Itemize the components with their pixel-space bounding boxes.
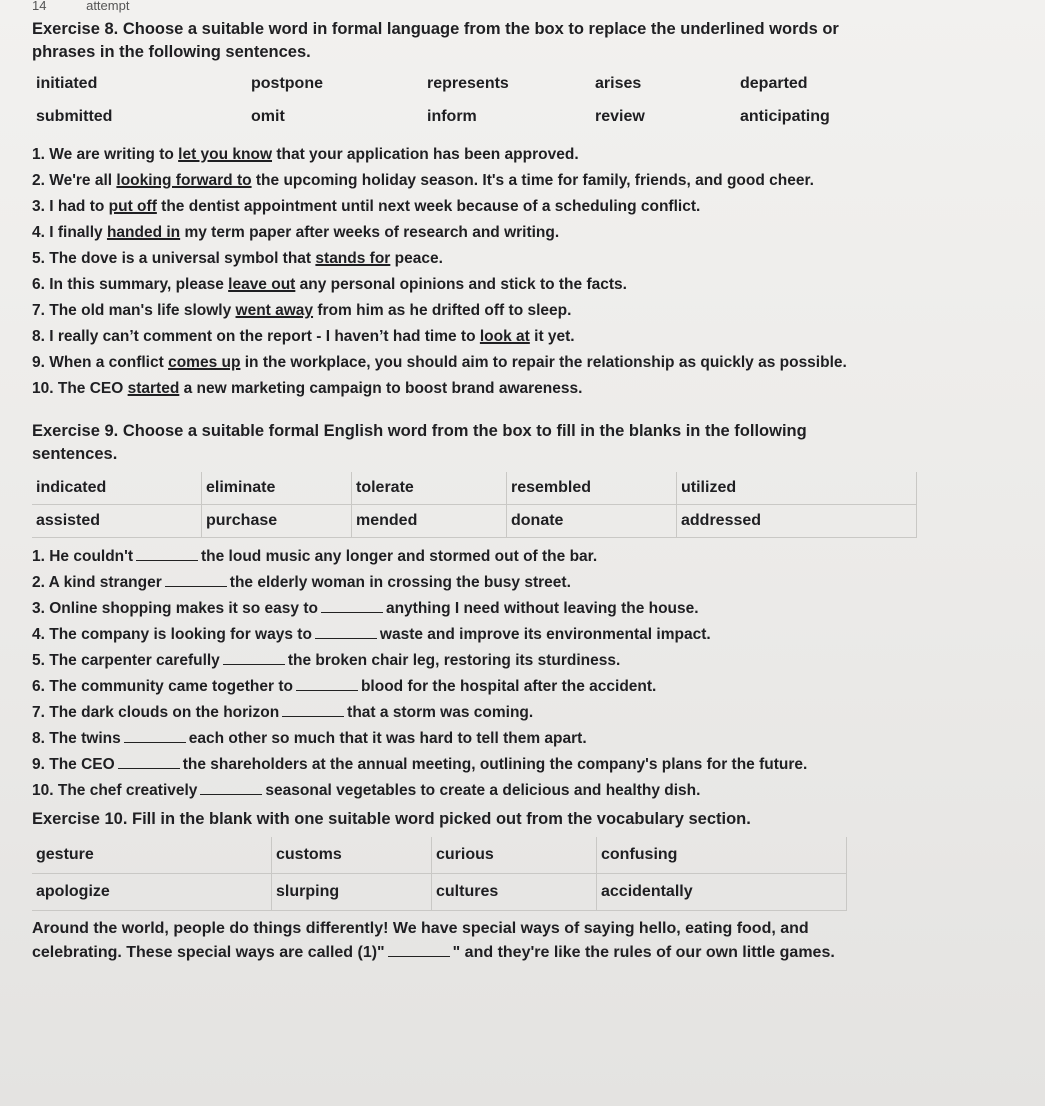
word-box-item: postpone [251,75,323,92]
word-box-item: utilized [677,472,917,505]
sentence: 9. When a conflict comes up in the workplace, you should aim to repair the relationship as quickly as possible. [32,354,847,371]
exercise-10-word-box [32,837,852,911]
exercise-8-sentences [32,142,1025,402]
answer-blank[interactable] [200,780,262,795]
underlined-phrase: handed in [106,224,181,241]
answer-blank[interactable] [388,942,450,957]
exercise-9-title-line1: Exercise 9. Choose a suitable formal English word from the box to fill in the blanks in the following [32,422,807,440]
sentence: 4. I finally handed in my term paper after weeks of research and writing. [32,224,560,241]
word-box-item: anticipating [740,108,830,125]
word-box-item: apologize [32,874,272,911]
sentence: 5. The dove is a universal symbol that stands for peace. [32,250,443,267]
answer-blank[interactable] [315,624,377,639]
word-box-item: accidentally [597,874,847,911]
underlined-phrase: look at [479,328,530,345]
word-box-item: donate [507,505,677,538]
underlined-phrase: put off [108,198,157,215]
word-box-item: inform [427,108,477,125]
paragraph-line: Around the world, people do things differently! We have special ways of saying hello, eating food, and [32,920,809,937]
word-box-item: assisted [32,505,202,538]
sentence: 5. The carpenter carefully the broken chair leg, restoring its sturdiness. [32,652,621,669]
sentence: 10. The CEO started a new marketing campaign to boost brand awareness. [32,380,583,397]
sentence: 7. The dark clouds on the horizon that a storm was coming. [32,704,534,721]
word-box-item: omit [251,108,285,125]
exercise-10-paragraph [32,917,932,965]
sentence: 9. The CEO the shareholders at the annual meeting, outlining the company's plans for the future. [32,756,808,773]
exercise-9-title [32,420,1025,466]
word-box-item: submitted [36,108,113,125]
word-box-item: resembled [507,472,677,505]
paragraph-line: celebrating. These special ways are called (1)" " and they're like the rules of our own little games. [32,944,835,961]
word-box-item: gesture [32,837,272,874]
sentence: 8. The twins each other so much that it was hard to tell them apart. [32,730,587,747]
answer-blank[interactable] [296,676,358,691]
exercise-10-title: Exercise 10. Fill in the blank with one suitable word picked out from the vocabulary section. [32,810,751,828]
word-box-item: initiated [36,75,98,92]
sentence: 2. We're all looking forward to the upcoming holiday season. It's a time for family, friends, and good cheer. [32,172,814,189]
exercise-9-word-box [32,472,932,538]
word-box-item: purchase [202,505,352,538]
answer-blank[interactable] [136,546,198,561]
sentence: 2. A kind stranger the elderly woman in crossing the busy street. [32,574,571,591]
exercise-8 [32,18,1025,402]
exercise-8-title-line1: Exercise 8. Choose a suitable word in formal language from the box to replace the underlined words or [32,20,839,38]
word-box-item: cultures [432,874,597,911]
exercise-9-sentences [32,544,1025,804]
answer-blank[interactable] [223,650,285,665]
sentence: 8. I really can’t comment on the report - I haven’t had time to look at it yet. [32,328,575,345]
sentence: 6. In this summary, please leave out any personal opinions and stick to the facts. [32,276,627,293]
word-box-item: review [595,108,645,125]
word-box-item: customs [272,837,432,874]
underlined-phrase: comes up [168,354,241,371]
header-number: 14 [32,0,47,13]
word-box-item: eliminate [202,472,352,505]
exercise-10 [32,808,1025,965]
exercise-8-title-line2: phrases in the following sentences. [32,43,311,61]
word-box-item: mended [352,505,507,538]
word-box-item: curious [432,837,597,874]
sentence: 1. He couldn't the loud music any longer and stormed out of the bar. [32,548,598,565]
word-box-item: addressed [677,505,917,538]
underlined-phrase: looking forward to [116,172,252,189]
answer-blank[interactable] [321,598,383,613]
exercise-9 [32,420,1025,804]
answer-blank[interactable] [124,728,186,743]
answer-blank[interactable] [118,754,180,769]
underlined-phrase: went away [235,302,314,319]
word-box-item: tolerate [352,472,507,505]
exercise-8-title [32,18,1025,64]
underlined-phrase: started [127,380,180,397]
underlined-phrase: leave out [228,276,296,293]
underlined-phrase: stands for [315,250,391,267]
exercise-8-word-box [32,70,892,136]
answer-blank[interactable] [282,702,344,717]
word-box-item: arises [595,75,642,92]
word-box-item: confusing [597,837,847,874]
word-box-item: indicated [32,472,202,505]
header-word: attempt [86,0,130,13]
sentence: 6. The community came together to blood for the hospital after the accident. [32,678,657,695]
word-box-item: represents [427,75,509,92]
sentence: 4. The company is looking for ways to waste and improve its environmental impact. [32,626,711,643]
exercise-9-title-line2: sentences. [32,445,118,463]
header-fragment [32,0,1025,14]
sentence: 10. The chef creatively seasonal vegetables to create a delicious and healthy dish. [32,782,701,799]
sentence: 7. The old man's life slowly went away from him as he drifted off to sleep. [32,302,572,319]
sentence: 3. Online shopping makes it so easy to anything I need without leaving the house. [32,600,699,617]
sentence: 3. I had to put off the dentist appointment until next week because of a scheduling conflict. [32,198,701,215]
underlined-phrase: let you know [178,146,273,163]
word-box-item: departed [740,75,808,92]
answer-blank[interactable] [165,572,227,587]
word-box-item: slurping [272,874,432,911]
sentence: 1. We are writing to let you know that your application has been approved. [32,146,579,163]
